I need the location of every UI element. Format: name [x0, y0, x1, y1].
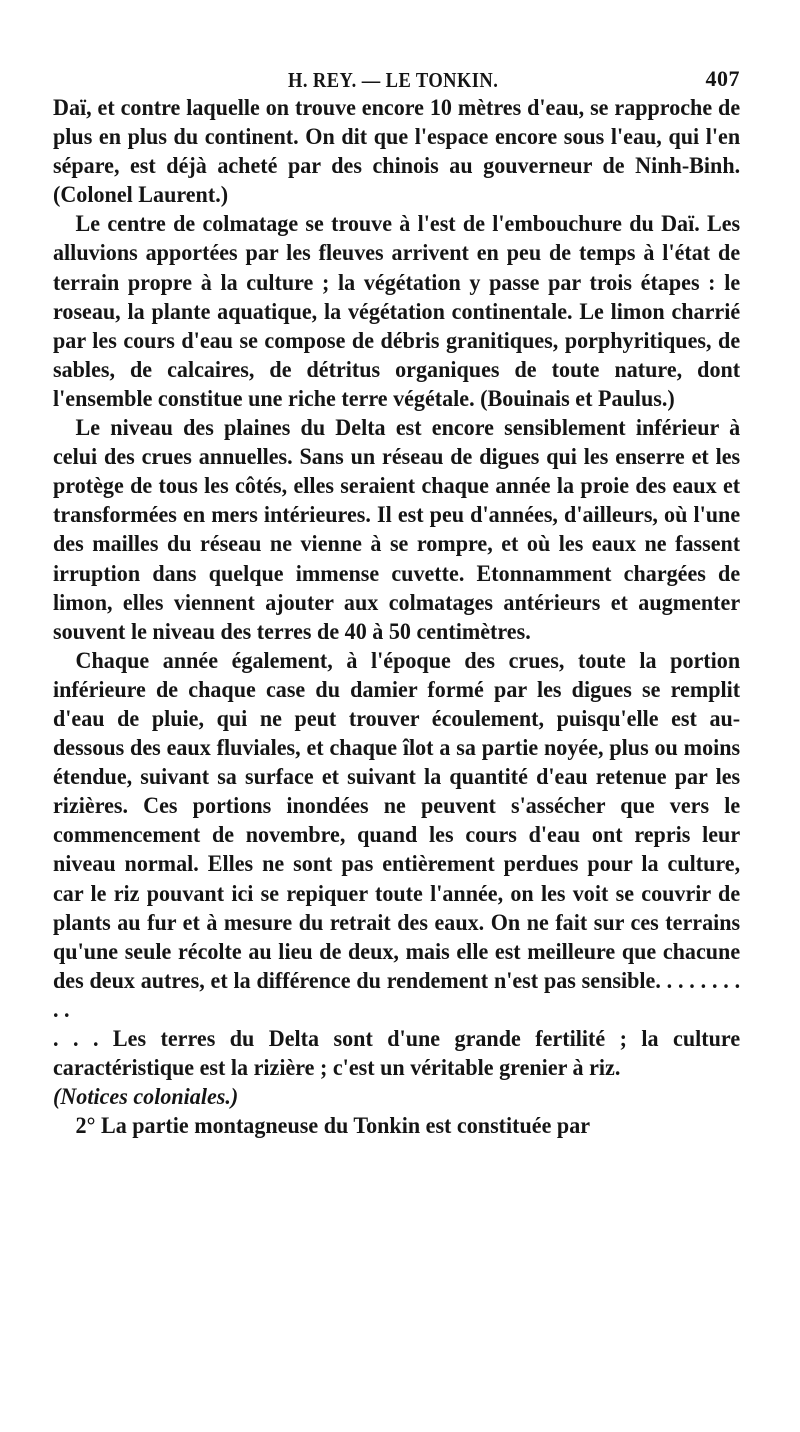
running-head [53, 58, 740, 94]
paragraph-partie-montagneuse: 2° La partie montagneuse du Tonkin est constituée par [75, 1113, 591, 1140]
page-number: 407 [705, 66, 740, 91]
body-text [53, 94, 740, 1141]
running-title: H. REY. — LE TONKIN. [288, 68, 499, 92]
book-page [53, 58, 740, 1141]
paragraph-continuation: Daï, et contre laquelle on trouve encore 10 mètres d'eau, se rapproche de plus en plus du continent. On dit que l'espace encore sous l'eau, qui l'en sépare, est déjà acheté par des chinois au gouverneur de Ninh-Binh. (Colonel Laurent.) [53, 95, 741, 209]
citation-reference: (Notices coloniales.) [53, 1084, 239, 1111]
paragraph-fertilite-text: . . . Les terres du Delta sont d'une grande fertilité ; la culture caractéristique est la rizière ; c'est un véritable grenier à riz. [53, 1026, 741, 1082]
paragraph-colmatage: Le centre de colmatage se trouve à l'est de l'embouchure du Daï. Les alluvions apportées par les fleuves arrivent en peu de temps à l'état de terrain propre à la culture ; la végétation y passe par trois étapes : le roseau, la plante aquatique, la végétation continentale. Le limon charrié par les cours d'eau se compose de débris granitiques, porphyritiques, de sables, de calcaires, de détritus organiques de toute nature, dont l'ensemble constitue une riche terre végétale. (Bouinais et Paulus.) [53, 211, 741, 412]
paragraph-fertilite [53, 1025, 740, 1112]
paragraph-niveau-plaines: Le niveau des plaines du Delta est encore sensiblement inférieur à celui des crues annuelles. Sans un réseau de digues qui les enserre et les protège de tous les côtés, elles seraient chaque année la proie des eaux et transformées en mers intérieures. Il est peu d'années, d'ailleurs, où l'une des mailles du réseau ne vienne à se rompre, et où les eaux ne fassent irruption dans quelque immense cuvette. Etonnamment chargées de limon, elles viennent ajouter aux colmatages antérieurs et augmenter souvent le niveau des terres de 40 à 50 centimètres. [53, 415, 741, 645]
paragraph-crues: Chaque année également, à l'époque des crues, toute la portion inférieure de chaque case du damier formé par les digues se remplit d'eau de pluie, qui ne peut trouver écoulement, puisqu'elle est au-dessous des eaux fluviales, et chaque îlot a sa partie noyée, plus ou moins étendue, suivant sa surface et suivant la quantité d'eau retenue par les rizières. Ces portions inondées ne peuvent s'assécher que vers le commencement de novembre, quand les cours d'eau ont repris leur niveau normal. Elles ne sont pas entièrement perdues pour la culture, car le riz pouvant ici se repiquer toute l'année, on les voit se couvrir de plants au fur et à mesure du retrait des eaux. On ne fait sur ces terrains qu'une seule récolte au lieu de deux, mais elle est meilleure que chacune des deux autres, et la différence du rendement n'est pas sensible. . . . . . . . . . [53, 647, 741, 1023]
